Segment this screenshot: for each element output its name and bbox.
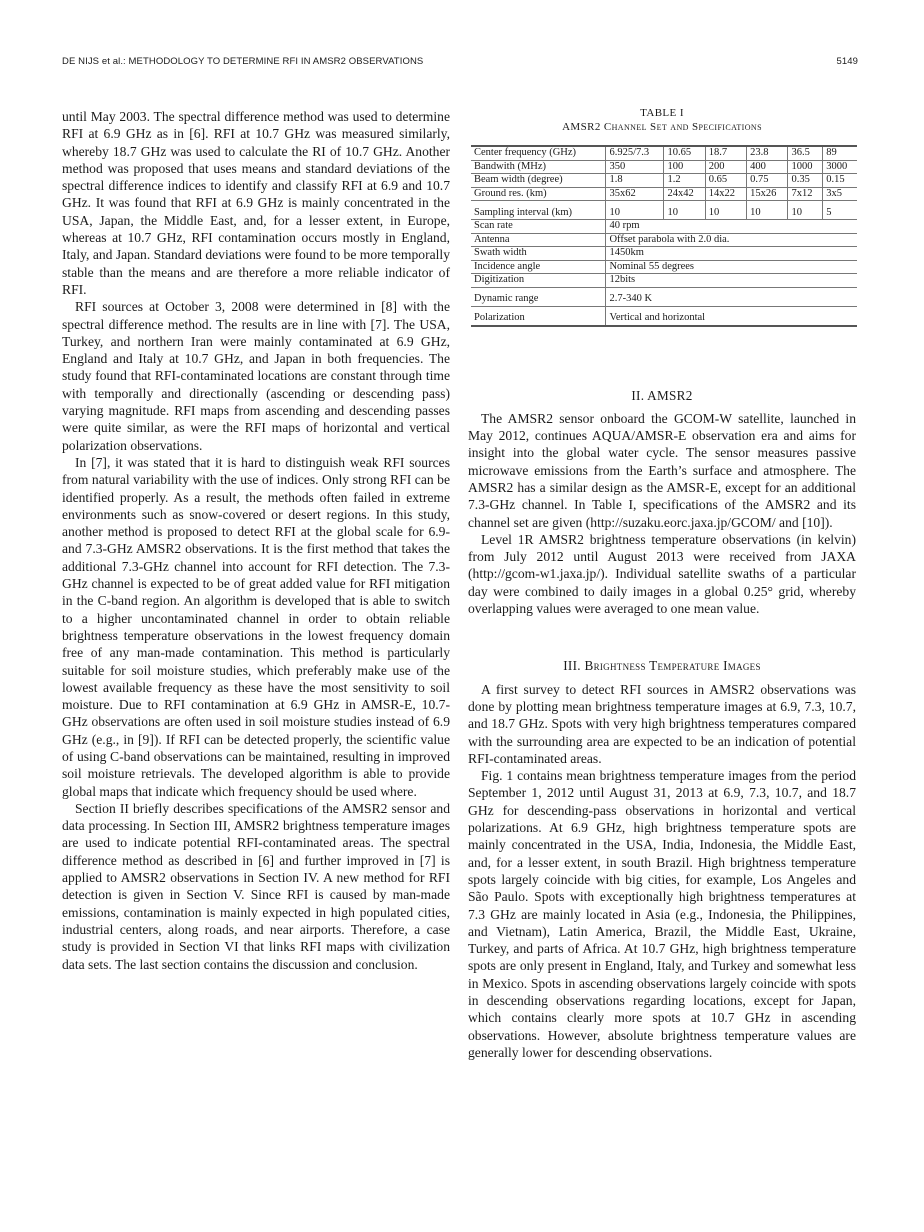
table-cell: 0.35 <box>788 174 823 188</box>
table-row <box>471 260 857 274</box>
paragraph: Fig. 1 contains mean brightness temperature images from the period September 1, 2012 until August 31, 2013 at 6.9, 7.3, 10.7, and 18.7 GHz for descending-pass observations in horizontal and vertical polarizations. At 6.9 GHz, high brightness temperature spots are mainly concentrated in the USA, India, Indonesia, the Middle East, and, for a lesser extent, in south Brazil. High brightness temperature spots largely coincide with big cities, for example, Los Angeles and São Paulo. Spots with exceptionally high brightness temperatures at 7.3 GHz are mainly located in Asia (e.g., Indonesia, the Philippines, and Vietnam), Latin America, Brazil, the Middle East, Ukraine, Turkey, and parts of Africa. At 10.7 GHz, high brightness temperature spots are only present in England, Italy, and Turkey and somewhat less in Mexico. Spots in ascending observations largely coincide with spots in descending observations regarding locations, except for Japan, which contains clearly more spots at 10.7 GHz in ascending observations. However, absolute brightness temperature values are generally lower for descending observations. <box>468 768 856 1060</box>
table-cell: 100 <box>664 160 705 174</box>
table-row <box>471 146 857 160</box>
table-row <box>471 201 857 220</box>
table-cell: 6.925/7.3 <box>606 146 664 160</box>
table-cell: 10 <box>664 201 705 220</box>
table-row <box>471 174 857 188</box>
table-cell: Offset parabola with 2.0 dia. <box>606 233 857 247</box>
table-cell: Bandwith (MHz) <box>471 160 606 174</box>
table-cell: Dynamic range <box>471 287 606 306</box>
paragraph: RFI sources at October 3, 2008 were determined in [8] with the spectral difference method. The results are in line with [7]. The USA, Turkey, and northern Iran were mainly contaminated at 6.9 GHz, England and Italy at 10.7 GHz, and Japan in both frequencies. The study found that RFI-contaminated locations are constant through time with temporally and directionally (ascending or descending pass) varying magnitude. RFI maps from ascending and descending passes were quite similar, as were the RFI maps of horizontal and vertical polarization observations. <box>62 299 450 453</box>
table-cell: Nominal 55 degrees <box>606 260 857 274</box>
table-row <box>471 306 857 326</box>
table-cell: 10 <box>705 201 746 220</box>
table-cell: 200 <box>705 160 746 174</box>
table-cell: Ground res. (km) <box>471 187 606 201</box>
page-number: 5149 <box>836 56 858 67</box>
table-cell: 36.5 <box>788 146 823 160</box>
table-cell: 10 <box>606 201 664 220</box>
table-cell: Vertical and horizontal <box>606 306 857 326</box>
table-cell: 15x26 <box>747 187 788 201</box>
table-cell: 3000 <box>823 160 857 174</box>
table-row <box>471 274 857 288</box>
table-cell: 350 <box>606 160 664 174</box>
section-heading: III. Brightness Temperature Images <box>563 658 761 674</box>
table-cell: Polarization <box>471 306 606 326</box>
paragraph: In [7], it was stated that it is hard to distinguish weak RFI sources from natural variability with the use of indices. Only strong RFI can be identified properly. As a result, the methods often failed in extreme environments such as snow-covered or desert regions. In this study, another method is proposed to detect RFI at the global scale for 6.9- and 7.3-GHz AMSR2 observations. It is the first method that takes the additional 7.3-GHz channel into account for RFI detection. The 7.3-GHz channel is expected to be of great added value for RFI mitigation in the C-band region. An algorithm is developed that is able to switch to a higher uncontaminated channel in order to obtain reliable brightness temperature observations in the lowest frequency domain free of any man-made contamination. This method is particularly suitable for soil moisture studies, which preferably make use of the lowest available frequency as these have the most sensitivity to soil moisture. Due to RFI contamination at 6.9 GHz in AMSR-E, 10.7-GHz observations are often used in soil moisture studies instead of 6.9 GHz (e.g., in [9]). If RFI can be detected properly, the scientific value of using C-band observations can be maintained, resulting in improved soil moisture retrievals. The developed algorithm is able to provide global maps that indicate which frequency should be used where. <box>62 454 450 799</box>
table-cell: 23.8 <box>747 146 788 160</box>
table-cell: Center frequency (GHz) <box>471 146 606 160</box>
table-cell: 1.8 <box>606 174 664 188</box>
table-cell: 5 <box>823 201 857 220</box>
table-cell: Incidence angle <box>471 260 606 274</box>
table-cell: 400 <box>747 160 788 174</box>
table-cell: 0.65 <box>705 174 746 188</box>
table-row <box>471 220 857 234</box>
table-cell: 35x62 <box>606 187 664 201</box>
table-cell: Swath width <box>471 247 606 261</box>
table-cell: 2.7-340 K <box>606 287 857 306</box>
table-row <box>471 187 857 201</box>
table-row <box>471 247 857 261</box>
paragraph: Section II briefly describes specifications of the AMSR2 sensor and data processing. In Section III, AMSR2 brightness temperature images are used to indicate potential RFI-contaminated areas. The spectral difference method as described in [6] and further improved in [7] is applied to AMSR2 observations in Section IV. A new method for RFI detection is given in Section V. Since RFI is caused by man-made emissions, contamination is mainly expected in high populated cities, industrial centers, along roads, and near airports. Therefore, a case study is provided in Section VI that links RFI maps with civilization data sets. The last section contains the discussion and conclusion. <box>62 800 450 972</box>
paragraph: A first survey to detect RFI sources in AMSR2 observations was done by plotting mean brightness temperature images at 6.9, 7.3, 10.7, and 18.7 GHz. Spots with very high brightness temperatures compared with the surrounding area are expected to be an indication of potential RFI-contaminated areas. <box>468 681 856 766</box>
table-cell: Digitization <box>471 274 606 288</box>
paragraph: until May 2003. The spectral difference method was used to determine RFI at 6.9 GHz as in [6]. RFI at 10.7 GHz was measured similarly, whereby 18.7 GHz was used to calculate the RI of 10.7 GHz. Another method was proposed that uses means and standard deviations of the spectral difference indices to identify and classify RFI at 6.9 and 10.7 GHz. It was found that RFI at 6.9 GHz is mainly concentrated in the USA, Japan, the Middle East, and, for a lesser extent, in Europe, whereas at 10.7 GHz, RFI contamination occurs mostly in England, Italy, and Japan. Standard deviations were found to be more temporally stable than the means and are therefore a more reliable indicator of RFI. <box>62 109 450 297</box>
table-cell: 1000 <box>788 160 823 174</box>
table-cell: 1.2 <box>664 174 705 188</box>
table-cell: 10 <box>747 201 788 220</box>
table-cell: Antenna <box>471 233 606 247</box>
table-caption: AMSR2 Channel Set and Specifications <box>562 121 762 133</box>
table-cell: 24x42 <box>664 187 705 201</box>
running-header: DE NIJS et al.: METHODOLOGY TO DETERMINE RFI IN AMSR2 OBSERVATIONS <box>62 56 424 67</box>
paragraph: Level 1R AMSR2 brightness temperature observations (in kelvin) from July 2012 until August 2013 were received from JAXA (http://gcom-w1.jaxa.jp/). Individual satellite swaths of a particular day were combined to daily images in a global 0.25° grid, whereby overlapping values were averaged to one mean value. <box>468 531 856 617</box>
right-column <box>468 106 856 1061</box>
table-cell: 0.75 <box>747 174 788 188</box>
left-column <box>62 108 450 973</box>
specs-table <box>471 145 857 327</box>
table-cell: 40 rpm <box>606 220 857 234</box>
table-cell: 10.65 <box>664 146 705 160</box>
table-cell: 18.7 <box>705 146 746 160</box>
table-cell: 3x5 <box>823 187 857 201</box>
table-cell: 7x12 <box>788 187 823 201</box>
section-heading: II. AMSR2 <box>631 387 693 403</box>
paragraph: The AMSR2 sensor onboard the GCOM-W satellite, launched in May 2012, continues AQUA/AMSR-E observation era and aims for insight into the global water cycle. The sensor measures passive microwave emissions from the Earth’s surface and atmosphere. The AMSR2 has a similar design as the AMSR-E, except for an additional 7.3-GHz channel. In Table I, specifications of the AMSR2 and its channel set are given (http://suzaku.eorc.jaxa.jp/GCOM/ and [10]). <box>468 410 856 530</box>
table-cell: 1450km <box>606 247 857 261</box>
table-row <box>471 287 857 306</box>
table-cell: Scan rate <box>471 220 606 234</box>
table-cell: 14x22 <box>705 187 746 201</box>
table-cell: 89 <box>823 146 857 160</box>
table-cell: Sampling interval (km) <box>471 201 606 220</box>
table-cell: 12bits <box>606 274 857 288</box>
table-row <box>471 160 857 174</box>
table-cell: Beam width (degree) <box>471 174 606 188</box>
table-cell: 10 <box>788 201 823 220</box>
table-number: TABLE I <box>640 107 684 119</box>
table-row <box>471 233 857 247</box>
table-cell: 0.15 <box>823 174 857 188</box>
